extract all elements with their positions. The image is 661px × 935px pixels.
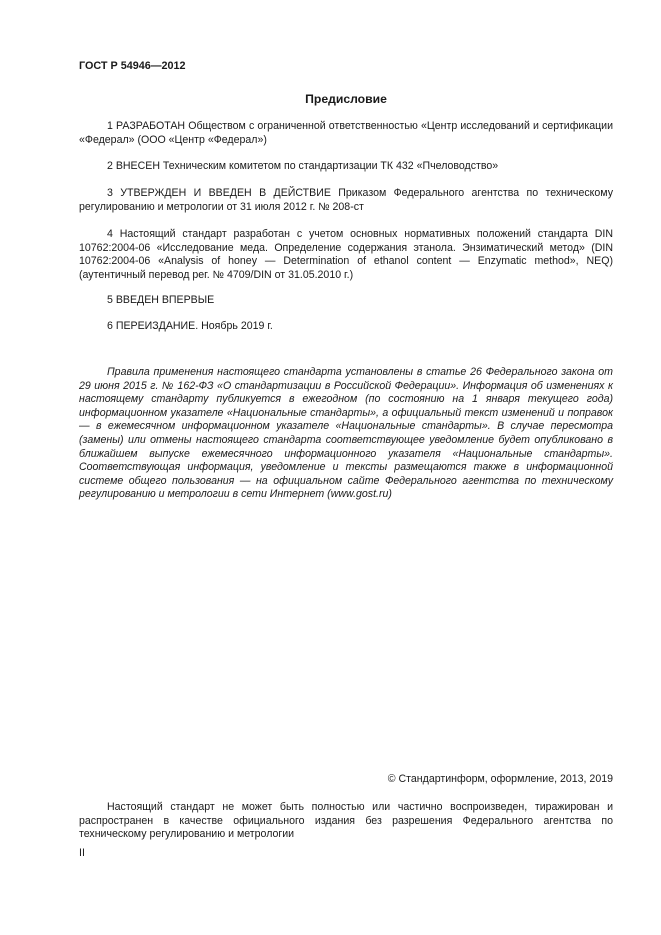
preface-item-text: 5 ВВЕДЕН ВПЕРВЫЕ: [107, 294, 215, 306]
preface-item-3: [79, 187, 613, 214]
preface-item-text: 1 РАЗРАБОТАН Обществом с ограниченной ответственностью «Центр исследований и сертификации «Федерал» (ООО «Центр «Федерал»): [79, 120, 613, 146]
preface-item-1: [79, 120, 613, 147]
reproduction-notice: Настоящий стандарт не может быть полностью или частично воспроизведен, тиражирован и распространен в качестве официального издания без разрешения Федерального агентства по техническому регулированию и метрологии: [79, 801, 613, 841]
preface-item-2: [79, 160, 613, 174]
preface-title: Предисловие: [305, 92, 387, 106]
preface-item-6: [79, 320, 613, 334]
preface-item-text: 3 УТВЕРЖДЕН И ВВЕДЕН В ДЕЙСТВИЕ Приказом Федерального агентства по техническому регулированию и метрологии от 31 июля 2012 г. № 208-ст: [79, 187, 613, 213]
preface-item-4: [79, 228, 613, 282]
preface-item-text: 2 ВНЕСЕН Техническим комитетом по стандартизации ТК 432 «Пчеловодство»: [107, 160, 499, 172]
application-rules-note: Правила применения настоящего стандарта установлены в статье 26 Федерального закона от 29 июня 2015 г. № 162-ФЗ «О стандартизации в Российской Федерации». Информация об изменениях к настоящему стандарту публикуется в ежегодном (по состоянию на 1 января текущего года) информационном указателе «Национальные стандарты», а официальный текст изменений и поправок — в ежемесячном информационном указателе «Национальные стандарты». В случае пересмотра (замены) или отмены настоящего стандарта соответствующее уведомление будет опубликовано в ближайшем выпуске ежемесячного информационного указателя «Национальные стандарты». Соответствующая информация, уведомление и тексты размещаются также в информационной системе общего пользования — на официальном сайте Федерального агентства по техническому регулированию и метрологии в сети Интернет (www.gost.ru): [79, 366, 613, 501]
preface-item-5: [79, 294, 613, 308]
standard-code: ГОСТ Р 54946—2012: [79, 60, 186, 72]
copyright-line: © Стандартинформ, оформление, 2013, 2019: [387, 773, 613, 785]
preface-item-text: 6 ПЕРЕИЗДАНИЕ. Ноябрь 2019 г.: [107, 320, 273, 332]
page-number: II: [79, 847, 85, 859]
preface-item-text: 4 Настоящий стандарт разработан с учетом основных нормативных положений стандарта DIN 10762:2004-06 «Исследование меда. Определение содержания этанола. Энзиматический метод» (DIN 10762:2004-06 «Analysis of honey — Determination of ethanol content — Enzymatic method», NEQ) (аутентичный перевод рег. № 4709/DIN от 31.05.2010 г.): [79, 228, 613, 281]
